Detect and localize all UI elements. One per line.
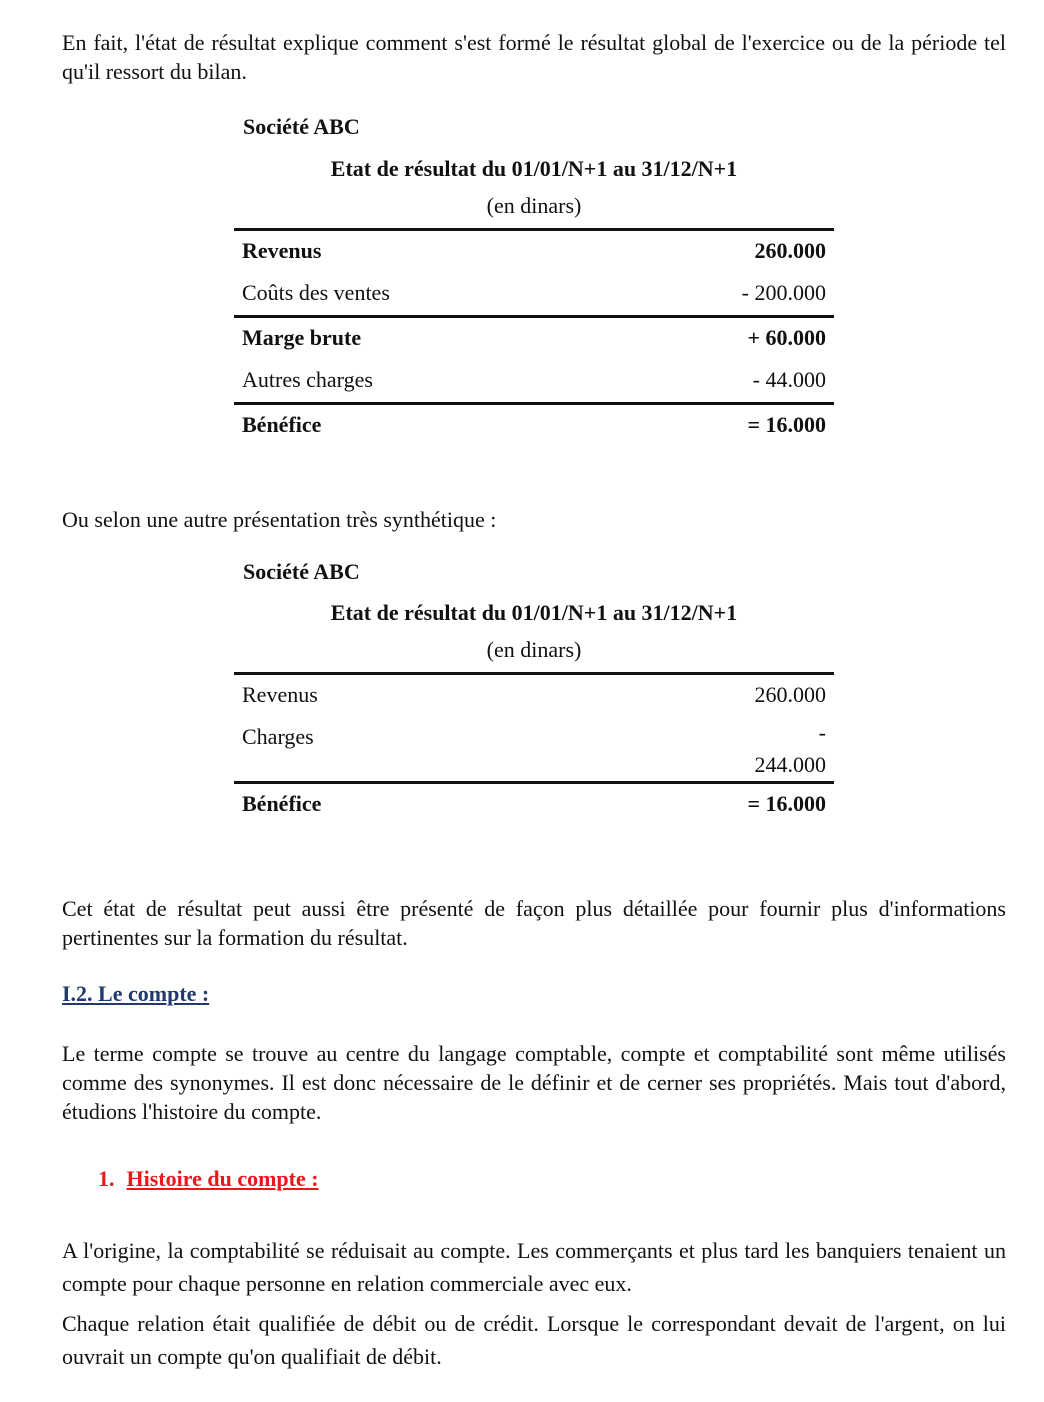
detail-paragraph: Cet état de résultat peut aussi être présenté de façon plus détaillée pour fournir plus d'informations pertinentes sur la formation du résultat. [62, 896, 1006, 950]
row-amount: 260.000 [606, 230, 834, 274]
section-heading: I.2. Le compte : [62, 981, 210, 1006]
subsection-number: 1. [98, 1166, 115, 1191]
row-amount: = 16.000 [535, 783, 834, 827]
statement2-table [234, 672, 834, 826]
row-label: Bénéfice [234, 783, 535, 827]
table-row [234, 783, 834, 827]
row-label: Revenus [234, 230, 606, 274]
subsection-heading [98, 1166, 319, 1192]
statement1-table [234, 228, 834, 447]
row-label: Coûts des ventes [242, 280, 390, 305]
section-paragraph: Le terme compte se trouve au centre du langage comptable, compte et comptabilité sont même utilisés comme des synonymes. Il est donc nécessaire de le définir et de cerner ses propriétés. Mais tout d'abord, étudions l'histoire du compte. [62, 1041, 1006, 1124]
table-row [234, 360, 834, 404]
row-label: Bénéfice [234, 404, 606, 448]
table-row [234, 674, 834, 718]
intro-paragraph: En fait, l'état de résultat explique comment s'est formé le résultat global de l'exercice ou de la période tel qu'il ressort du bilan. [62, 30, 1006, 84]
table-row [234, 273, 834, 317]
table-row [234, 717, 834, 783]
row-label: Marge brute [234, 317, 606, 361]
statement2-subtitle: (en dinars) [486, 637, 582, 662]
statement2-title: Etat de résultat du 01/01/N+1 au 31/12/N+1 [330, 600, 738, 625]
row-amount: = 16.000 [606, 404, 834, 448]
table-row [234, 404, 834, 448]
statement2-company: Société ABC [243, 559, 360, 584]
row-label: Charges [242, 724, 314, 749]
subsection-paragraph-1: A l'origine, la comptabilité se réduisait au compte. Les commerçants et plus tard les banquiers tenaient un compte pour chaque personne en relation commerciale avec eux. [62, 1238, 1006, 1296]
table-row [234, 230, 834, 274]
row-amount: + 60.000 [606, 317, 834, 361]
table-row [234, 317, 834, 361]
row-amount: - 44.000 [752, 367, 826, 392]
row-amount-line2: 244.000 [754, 752, 826, 777]
alt-intro-paragraph: Ou selon une autre présentation très synthétique : [62, 507, 497, 532]
row-amount [535, 717, 834, 783]
subsection-paragraph-2: Chaque relation était qualifiée de débit ou de crédit. Lorsque le correspondant devait de l'argent, on lui ouvrait un compte qu'on qualifiait de débit. [62, 1311, 1006, 1369]
statement1-company: Société ABC [243, 114, 360, 139]
row-amount: 260.000 [535, 674, 834, 718]
row-amount: - 200.000 [741, 280, 826, 305]
row-label: Autres charges [242, 367, 373, 392]
row-label: Revenus [234, 674, 535, 718]
statement1-title: Etat de résultat du 01/01/N+1 au 31/12/N+1 [330, 156, 738, 181]
statement1-subtitle: (en dinars) [486, 193, 582, 218]
row-amount-line1: - [818, 720, 826, 745]
subsection-title: Histoire du compte : [126, 1166, 319, 1191]
